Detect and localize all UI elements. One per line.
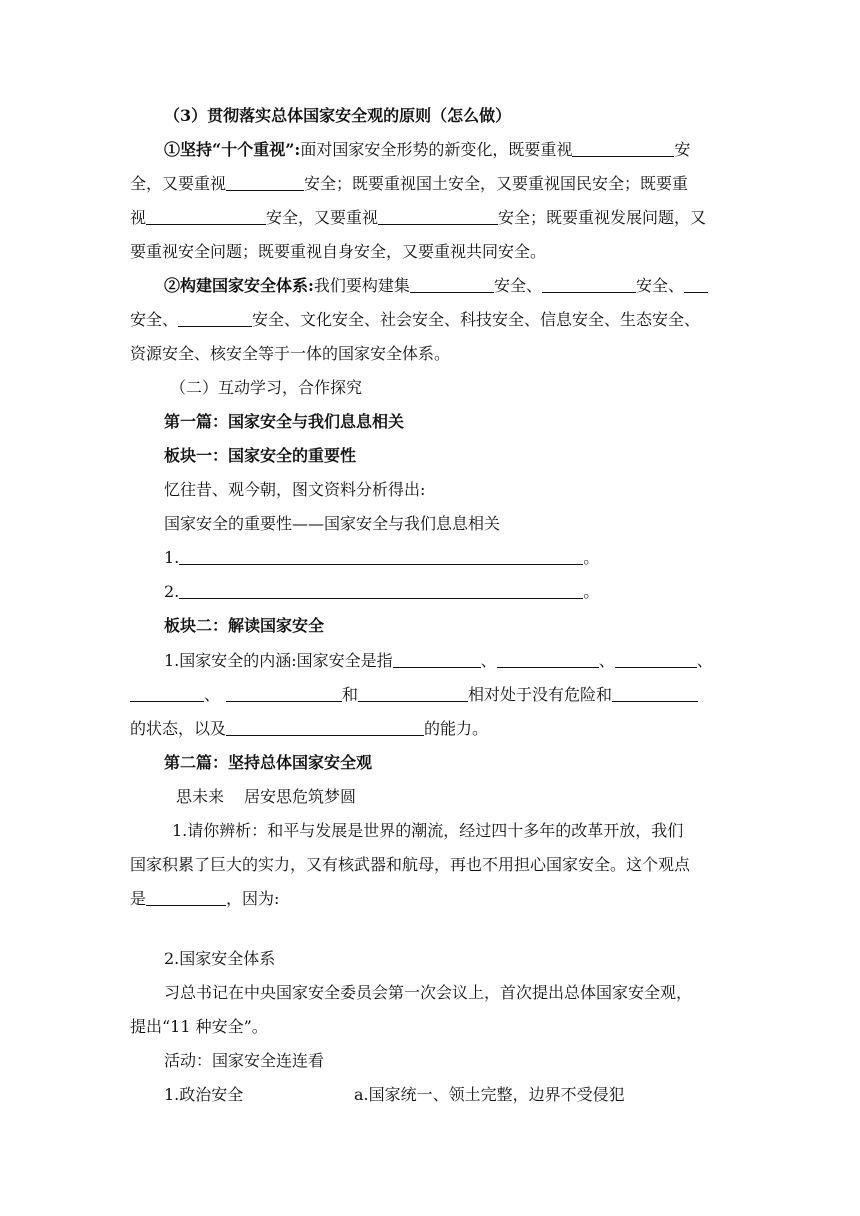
text-fragment: 我们要构建集	[313, 276, 410, 295]
section-heading-interactive: （二）互动学习，合作探究	[170, 378, 363, 397]
text-fragment: 安全、	[130, 310, 179, 329]
answer-line-2	[164, 581, 730, 603]
block1-heading: 板块一：国家安全的重要性	[164, 446, 357, 465]
fill-blank[interactable]	[146, 208, 266, 225]
text-fragment: 。	[583, 548, 600, 567]
fill-blank[interactable]	[612, 685, 698, 702]
paragraph-ten-emphases-line2	[130, 173, 730, 195]
text-fragment: 安全、	[635, 276, 684, 295]
fill-blank[interactable]	[684, 276, 708, 293]
text-fragment: 1.国家安全的内涵:国家安全是指	[164, 651, 393, 670]
text-fragment: 、	[480, 651, 497, 670]
fill-blank[interactable]	[226, 719, 424, 736]
paragraph-ten-emphases-line1	[164, 139, 730, 161]
text-fragment: 安	[674, 140, 691, 159]
fill-blank[interactable]	[410, 276, 494, 293]
fill-blank[interactable]	[130, 685, 204, 702]
match-row	[164, 1084, 730, 1106]
definition-line3	[130, 718, 730, 740]
text-fragment: 面对国家安全形势的新变化，既要重视	[300, 140, 573, 159]
text-fragment: 视	[130, 208, 147, 227]
question1-line1: 1.请你辨析：和平与发展是世界的潮流，经过四十多年的改革开放，我们	[172, 821, 684, 840]
fill-blank[interactable]	[378, 208, 498, 225]
activity-heading: 活动：国家安全连连看	[164, 1051, 325, 1070]
part1-heading: 第一篇：国家安全与我们息息相关	[164, 412, 405, 431]
question2-heading: 2.国家安全体系	[164, 949, 276, 968]
text-fragment: 相对处于没有危险和	[468, 685, 613, 704]
fill-blank[interactable]	[178, 310, 252, 327]
security-system-label: ②构建国家安全体系:	[164, 276, 314, 295]
definition-line1	[164, 650, 730, 672]
text-fragment: 和	[342, 685, 359, 704]
text-fragment: 全，又要重视	[130, 174, 227, 193]
fill-blank[interactable]	[572, 140, 674, 157]
text-fragment: 安全；既要重视国土安全，又要重视国民安全；既要重	[304, 174, 689, 193]
block2-heading: 板块二：解读国家安全	[164, 616, 325, 635]
subtitle-1: 思未来	[176, 787, 225, 806]
section-heading-principles: （3）贯彻落实总体国家安全观的原则（怎么做）	[164, 106, 512, 125]
fill-blank[interactable]	[615, 651, 697, 668]
fill-blank[interactable]	[179, 582, 583, 599]
question2-text-line1: 习总书记在中央国家安全委员会第一次会议上，首次提出总体国家安全观，	[164, 983, 693, 1002]
text-fragment: 。	[583, 582, 600, 601]
item-number: 2.	[164, 582, 180, 601]
fill-blank[interactable]	[146, 889, 226, 906]
text-fragment: 是	[130, 889, 147, 908]
part2-heading: 第二篇：坚持总体国家安全观	[164, 753, 373, 772]
fill-blank[interactable]	[226, 174, 304, 191]
fill-blank[interactable]	[226, 685, 342, 702]
fill-blank[interactable]	[542, 276, 636, 293]
fill-blank[interactable]	[358, 685, 468, 702]
paragraph-ten-emphases-line3	[130, 207, 730, 229]
fill-blank[interactable]	[179, 548, 583, 565]
subtitle-2: 居安思危筑梦圆	[244, 787, 357, 806]
question1-line3	[130, 888, 730, 910]
answer-line-1	[164, 547, 730, 569]
paragraph-security-system-line3: 资源安全、核安全等于一体的国家安全体系。	[130, 344, 451, 363]
text-fragment: 安全，又要重视	[266, 208, 379, 227]
intro-text: 忆往昔、观今朝，图文资料分析得出:	[164, 480, 426, 499]
text-fragment: 、	[598, 651, 615, 670]
text-fragment: 安全、	[493, 276, 542, 295]
item-number: 1.	[164, 548, 180, 567]
text-fragment: 、	[696, 651, 713, 670]
text-fragment: 安全；既要重视发展问题，又	[498, 208, 707, 227]
definition-line2	[130, 684, 730, 706]
match-left-item[interactable]: 1.政治安全	[164, 1085, 244, 1104]
question2-text-line2: 提出“11 种安全”。	[130, 1017, 268, 1036]
text-fragment: 安全、文化安全、社会安全、科技安全、信息安全、生态安全、	[252, 310, 701, 329]
subtitle-line	[176, 786, 776, 808]
text-fragment: ，因为:	[226, 889, 280, 908]
paragraph-security-system-line2	[130, 309, 730, 331]
fill-blank[interactable]	[393, 651, 481, 668]
text-fragment: 的状态，以及	[130, 719, 227, 738]
match-right-item[interactable]: a.国家统一、领土完整，边界不受侵犯	[354, 1085, 625, 1104]
text-fragment: 、	[204, 685, 221, 704]
paragraph-security-system-line1	[164, 275, 730, 297]
ten-emphases-label: ①坚持“十个重视”:	[164, 140, 301, 159]
text-fragment: 的能力。	[424, 719, 489, 738]
paragraph-ten-emphases-line4: 要重视安全问题；既要重视自身安全，又要重视共同安全。	[130, 242, 547, 261]
importance-text: 国家安全的重要性——国家安全与我们息息相关	[164, 514, 501, 533]
question1-line2: 国家积累了巨大的实力，又有核武器和航母，再也不用担心国家安全。这个观点	[130, 855, 691, 874]
fill-blank[interactable]	[497, 651, 599, 668]
